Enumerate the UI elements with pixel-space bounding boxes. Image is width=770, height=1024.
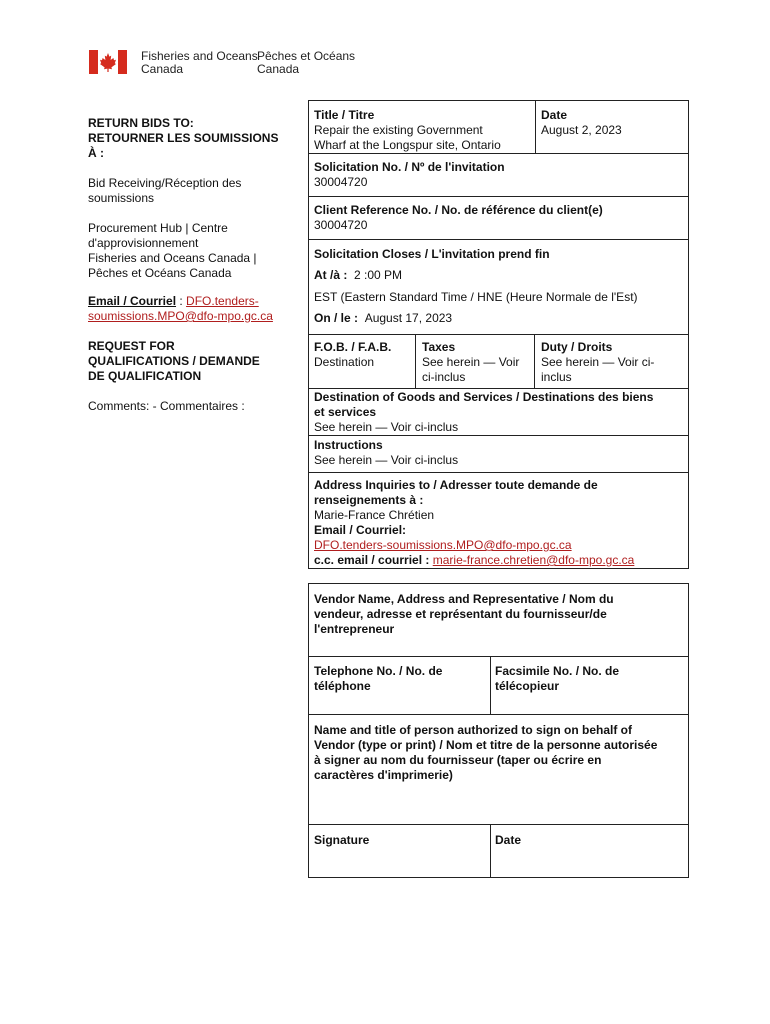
closing-cell: Solicitation Closes / L'invitation prend fin At /à : 2 :00 PM EST (Eastern Standard Time / HNE (Heure Normale de l'Est) On / le : August 17, 2023 [314,247,638,325]
solicitation-number-cell: Solicitation No. / Nº de l'invitation 30004720 [314,160,505,189]
canada-flag-icon [89,50,127,74]
destination-cell: Destination of Goods and Services / Destinations des biens et services See herein — Voir ci-inclus [314,390,654,434]
title-cell: Title / Titre Repair the existing Government Wharf at the Longspur site, Ontario [314,108,501,152]
inquiries-email-link[interactable]: DFO.tenders-soumissions.MPO@dfo-mpo.gc.ca [314,538,572,552]
address-inquiries-cell: Address Inquiries to / Adresser toute demande de renseignements à : Marie-France Chrétien Email / Courriel: DFO.tenders-soumissions.MPO@dfo-mpo.gc.ca c.c. email / courriel : marie-france.chretien@dfo-mpo.gc.ca [314,478,635,567]
department-name-fr: Pêches et Océans Canada [257,49,356,76]
rfq-heading: REQUEST FOR QUALIFICATIONS / DEMANDE DE QUALIFICATION [88,339,260,383]
fob-cell: F.O.B. / F.A.B. Destination [314,340,392,369]
signature-field[interactable]: Signature [314,833,370,847]
department-name-en: Fisheries and Oceans Canada [141,49,258,76]
vendor-name-field[interactable]: Vendor Name, Address and Representative / Nom du vendeur, adresse et représentant du fournisseur/de l'entrepreneur [314,592,614,636]
vendor-table [308,583,689,878]
return-email: Email / Courriel : DFO.tenders- soumissions.MPO@dfo-mpo.gc.ca [88,294,273,323]
comments-label: Comments: - Commentaires : [88,399,245,413]
solicitation-table [308,100,689,569]
cc-email-link[interactable]: marie-france.chretien@dfo-mpo.gc.ca [432,553,635,567]
instructions-cell: Instructions See herein — Voir ci-inclus [314,438,459,467]
authorized-person-field[interactable]: Name and title of person authorized to sign on behalf of Vendor (type or print) / Nom et titre de la personne autorisée à signer au nom du fournisseur (taper ou écrire en caractères d'imprimerie) [314,723,658,782]
date-cell: Date August 2, 2023 [541,108,622,137]
duty-cell: Duty / Droits See herein — Voir ci- inclus [541,340,655,384]
procurement-hub: Procurement Hub | Centre d'approvisionnement Fisheries and Oceans Canada | Pêches et Océans Canada [88,221,257,280]
email-link[interactable]: DFO.tenders- [186,294,259,308]
email-label: Email / Courriel [88,294,177,308]
taxes-cell: Taxes See herein — Voir ci-inclus [422,340,520,384]
facsimile-field[interactable]: Facsimile No. / No. de télécopieur [495,664,620,693]
telephone-field[interactable]: Telephone No. / No. de téléphone [314,664,443,693]
email-link-continued[interactable]: soumissions.MPO@dfo-mpo.gc.ca [88,309,273,323]
bid-receiving: Bid Receiving/Réception des soumissions [88,176,242,205]
return-bids-heading: RETURN BIDS TO: RETOURNER LES SOUMISSIONS À : [88,116,279,160]
client-reference-cell: Client Reference No. / No. de référence du client(e) 30004720 [314,203,603,232]
signature-date-field[interactable]: Date [495,833,522,847]
